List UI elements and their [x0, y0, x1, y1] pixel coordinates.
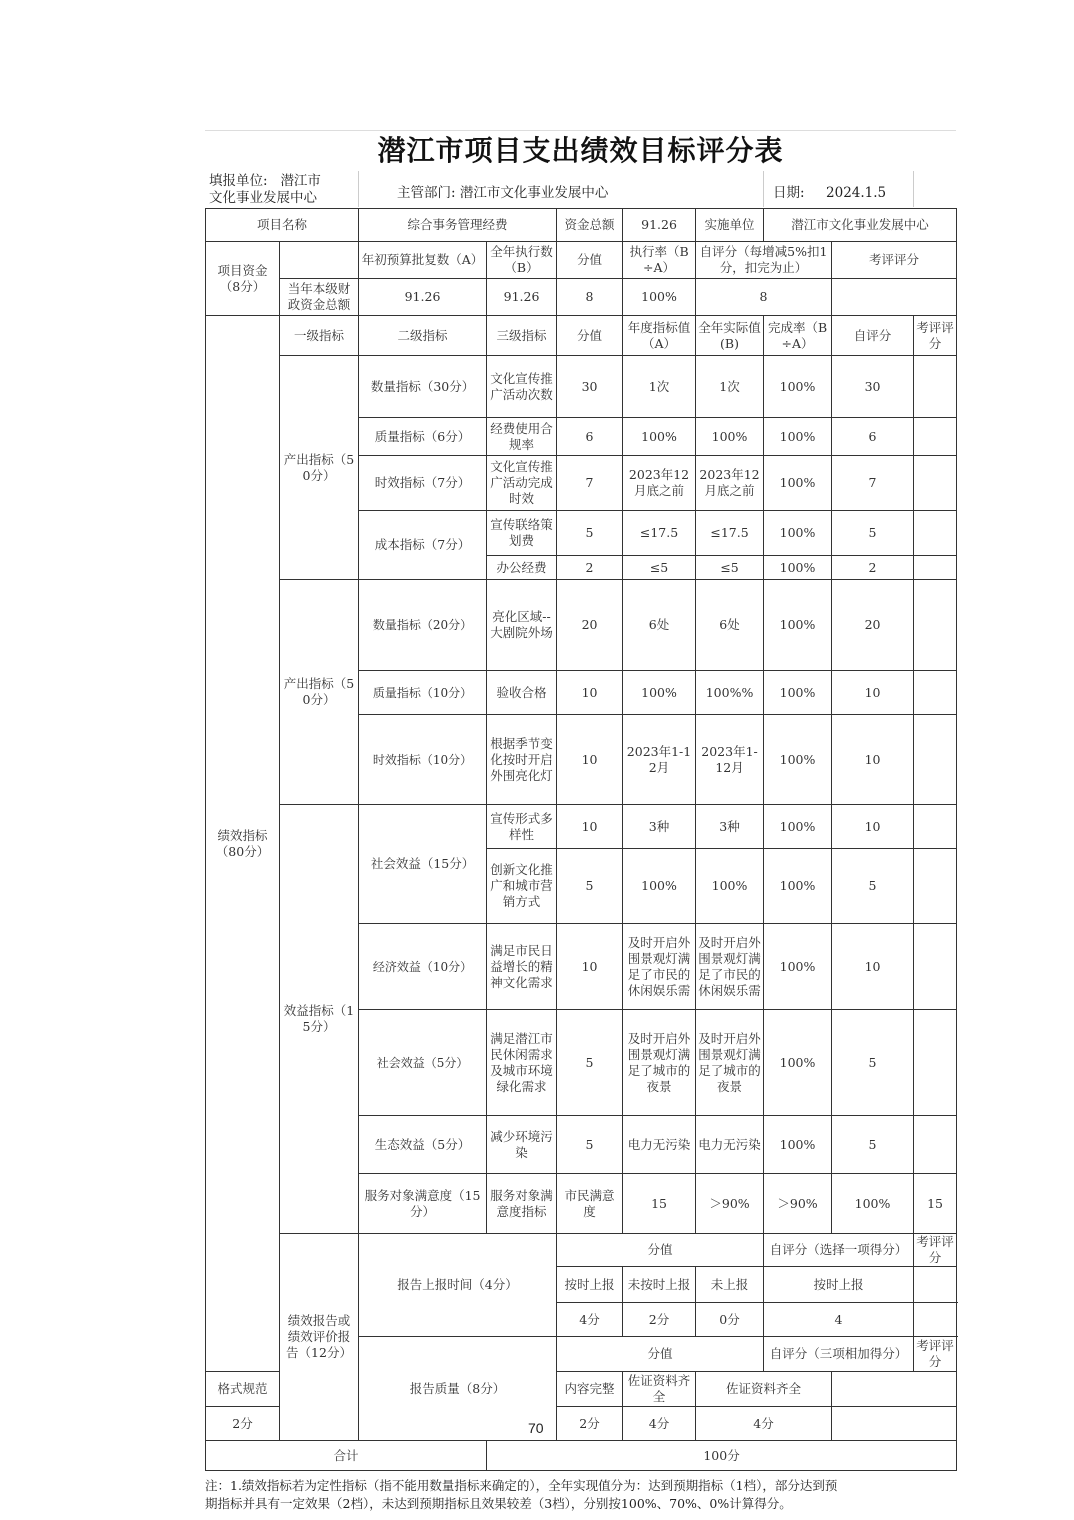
project-name-value: 综合事务管理经费 [359, 209, 557, 242]
review-cell [914, 1116, 957, 1174]
l3-cell: 宣传联络策划费 [487, 511, 557, 556]
funds-review [832, 279, 957, 316]
page-title: 潜江市项目支出绩效目标评分表 [205, 130, 956, 171]
self-cell: 5 [832, 849, 914, 924]
actual-cell: ≤5 [696, 556, 764, 580]
score-header: 分值 [557, 316, 623, 356]
table-row [206, 580, 957, 671]
funds-empty [280, 242, 359, 279]
report-opt-none: 未上报 [696, 1267, 764, 1303]
actual-cell: 1次 [696, 356, 764, 418]
actual-cell: 电力无污染 [696, 1116, 764, 1174]
score-cell: 5 [557, 849, 623, 924]
score-cell: 2 [557, 556, 623, 580]
target-cell: 100% [623, 671, 696, 715]
self-cell: 30 [832, 356, 914, 418]
target-header: 年度指标值（A） [623, 316, 696, 356]
score-cell: 5 [557, 511, 623, 556]
unit-value-2: 文化事业发展中心 [209, 190, 317, 206]
funds-header-row [206, 242, 957, 279]
footnote-line-2: 期指标并具有一定效果（2档），未达到预期指标且效果较差（3档），分别按100%、70%、0%计算得分。 [205, 1496, 792, 1511]
project-row [206, 209, 957, 242]
review-cell [914, 556, 957, 580]
review-cell [914, 418, 957, 456]
l2-qual-2: 质量指标（10分） [359, 671, 487, 715]
report-quality-self-label: 自评分（三项相加得分） [764, 1337, 914, 1372]
report-time-header-row [206, 1234, 957, 1267]
rate-cell: 100% [764, 805, 832, 849]
target-cell: ＞90% [696, 1174, 764, 1234]
review-cell [914, 924, 957, 1010]
report-time-review-2 [914, 1303, 957, 1337]
unit-field [209, 173, 321, 207]
rate-cell: 100% [764, 418, 832, 456]
l2-social-2: 社会效益（5分） [359, 1010, 487, 1116]
target-cell: 电力无污染 [623, 1116, 696, 1174]
report-q-format-score: 2分 [206, 1407, 280, 1441]
l3-cell: 验收合格 [487, 671, 557, 715]
target-cell: 2023年1-12月 [623, 715, 696, 805]
self-cell: 10 [832, 671, 914, 715]
target-cell: 100% [623, 418, 696, 456]
table-row [206, 805, 957, 849]
report-opt-late: 未按时上报 [623, 1267, 696, 1303]
report-quality-choice: 佐证资料齐全 [696, 1372, 832, 1407]
funds-review-header: 考评评分 [832, 242, 957, 279]
l3-cell: 市民满意度 [557, 1174, 623, 1234]
perf-header-row [206, 316, 957, 356]
score-cell: 5 [557, 1116, 623, 1174]
report-quality-review [832, 1372, 957, 1407]
target-cell: 2023年12月底之前 [623, 456, 696, 511]
l2-time-2: 时效指标（10分） [359, 715, 487, 805]
l3-cell: 办公经费 [487, 556, 557, 580]
footnote [205, 1477, 956, 1513]
l2-social-1: 社会效益（15分） [359, 805, 487, 924]
l2-econ: 经济效益（10分） [359, 924, 487, 1010]
report-time-label: 报告上报时间（4分） [359, 1234, 557, 1337]
l3-cell: 宣传形式多样性 [487, 805, 557, 849]
total-value: 100分 [487, 1441, 957, 1471]
report-opt-on-time-score: 4分 [557, 1303, 623, 1337]
l3-cell: 亮化区域--大剧院外场 [487, 580, 557, 671]
score-cell: 10 [557, 671, 623, 715]
score-cell: 15 [623, 1174, 696, 1234]
score-cell: 10 [557, 715, 623, 805]
report-q-content: 内容完整 [557, 1372, 623, 1407]
project-name-label: 项目名称 [206, 209, 359, 242]
date-field [773, 181, 886, 201]
report-quality-label: 报告质量（8分） [359, 1337, 557, 1441]
actual-cell: 及时开启外围景观灯满足了市民的休闲娱乐需 [696, 924, 764, 1010]
l3-cell: 文化宣传推广活动完成时效 [487, 456, 557, 511]
funds-self: 8 [696, 279, 832, 316]
self-cell: 15 [914, 1174, 957, 1234]
l2-time-1: 时效指标（7分） [359, 456, 487, 511]
review-cell [914, 849, 957, 924]
review-cell [914, 456, 957, 511]
unit-value-1: 潜江市 [280, 173, 321, 189]
actual-cell: 2023年1-12月 [696, 715, 764, 805]
impl-label: 实施单位 [696, 209, 764, 242]
report-q-content-score: 2分 [557, 1407, 623, 1441]
report-opt-on-time: 按时上报 [557, 1267, 623, 1303]
l3-cell: 满足潜江市民休闲需求及城市环境绿化需求 [487, 1010, 557, 1116]
funds-row-label: 当年本级财政资金总额 [280, 279, 359, 316]
report-q-evidence-score: 4分 [623, 1407, 696, 1441]
review-cell [914, 511, 957, 556]
self-cell: 5 [832, 1010, 914, 1116]
review-cell [914, 671, 957, 715]
target-cell: ≤17.5 [623, 511, 696, 556]
l2-cost-1: 成本指标（7分） [359, 511, 487, 580]
l3-header: 三级指标 [487, 316, 557, 356]
actual-cell: 100%% [696, 671, 764, 715]
actual-cell: 6处 [696, 580, 764, 671]
funds-label: 项目资金（8分） [206, 242, 280, 316]
funds-exec: 91.26 [487, 279, 557, 316]
l2-header: 二级指标 [359, 316, 487, 356]
funds-rate-header: 执行率（B÷A） [623, 242, 696, 279]
funds-budget-header: 年初预算批复数（A） [359, 242, 487, 279]
score-cell: 10 [557, 924, 623, 1010]
funds-rate: 100% [623, 279, 696, 316]
self-cell: 6 [832, 418, 914, 456]
target-cell: ≤5 [623, 556, 696, 580]
funds-budget: 91.26 [359, 279, 487, 316]
report-quality-score-label: 分值 [557, 1337, 764, 1372]
rate-cell: 100% [764, 1116, 832, 1174]
rate-cell: 100% [764, 1010, 832, 1116]
review-cell [914, 580, 957, 671]
self-header: 自评分 [832, 316, 914, 356]
actual-cell: 3种 [696, 805, 764, 849]
l1-header: 一级指标 [280, 316, 359, 356]
self-cell: 10 [832, 715, 914, 805]
target-cell: 100% [623, 849, 696, 924]
target-cell: 及时开启外围景观灯满足了市民的休闲娱乐需 [623, 924, 696, 1010]
report-quality-self: 4分 [696, 1407, 832, 1441]
total-label: 资金总额 [557, 209, 623, 242]
self-cell: 20 [832, 580, 914, 671]
rate-cell: 100% [764, 356, 832, 418]
review-cell [914, 715, 957, 805]
score-sheet [205, 130, 956, 1471]
score-cell: 7 [557, 456, 623, 511]
dept-field [397, 181, 608, 201]
target-cell: 及时开启外围景观灯满足了城市的夜景 [623, 1010, 696, 1116]
actual-cell: 100% [696, 849, 764, 924]
score-cell: 5 [557, 1010, 623, 1116]
report-quality-review-2 [832, 1407, 957, 1441]
l2-qual-1: 质量指标（6分） [359, 418, 487, 456]
review-cell [914, 805, 957, 849]
total-label: 合计 [206, 1441, 487, 1471]
rate-cell: 100% [764, 511, 832, 556]
review-cell [914, 1010, 957, 1116]
group-output-2: 产出指标（50分） [280, 580, 359, 805]
score-cell: 10 [557, 805, 623, 849]
page-number: 70 [528, 1420, 544, 1436]
funds-self-header: 自评分（每增减5%扣1分，扣完为止） [696, 242, 832, 279]
report-opt-late-score: 2分 [623, 1303, 696, 1337]
report-time-review-label: 考评评分 [914, 1234, 957, 1267]
rate-header: 完成率（B÷A） [764, 316, 832, 356]
group-output-1: 产出指标（50分） [280, 356, 359, 580]
l3-cell: 满足市民日益增长的精神文化需求 [487, 924, 557, 1010]
date-label: 日期: [773, 185, 805, 201]
l3-cell: 创新文化推广和城市营销方式 [487, 849, 557, 924]
l3-cell: 经费使用合规率 [487, 418, 557, 456]
report-time-score-label: 分值 [557, 1234, 764, 1267]
rate-cell: 100% [832, 1174, 914, 1234]
self-cell: 5 [832, 511, 914, 556]
report-q-format: 格式规范 [206, 1372, 280, 1407]
self-cell: 2 [832, 556, 914, 580]
funds-exec-header: 全年执行数（B） [487, 242, 557, 279]
impl-value: 潜江市文化事业发展中心 [764, 209, 957, 242]
l2-service: 服务对象满意度指标 [487, 1174, 557, 1234]
total-value: 91.26 [623, 209, 696, 242]
review-cell [914, 356, 957, 418]
l3-cell: 根据季节变化按时开启外围亮化灯 [487, 715, 557, 805]
group-benefit: 效益指标（15分） [280, 805, 359, 1234]
rate-cell: 100% [764, 456, 832, 511]
actual-cell: 及时开启外围景观灯满足了城市的夜景 [696, 1010, 764, 1116]
actual-cell: ＞90% [764, 1174, 832, 1234]
dept-label: 主管部门: [397, 185, 456, 201]
self-cell: 10 [832, 924, 914, 1010]
report-q-evidence: 佐证资料齐全 [623, 1372, 696, 1407]
l2-qty-2: 数量指标（20分） [359, 580, 487, 671]
report-label: 绩效报告或绩效评价报告（12分） [280, 1234, 359, 1441]
report-opt-none-score: 0分 [696, 1303, 764, 1337]
funds-value-row [206, 279, 957, 316]
self-cell: 7 [832, 456, 914, 511]
actual-cell: ≤17.5 [696, 511, 764, 556]
report-time-self-label: 自评分（选择一项得分） [764, 1234, 914, 1267]
report-time-self: 4 [764, 1303, 914, 1337]
score-cell: 20 [557, 580, 623, 671]
rate-cell: 100% [764, 924, 832, 1010]
rate-cell: 100% [764, 671, 832, 715]
l2-eco: 生态效益（5分） [359, 1116, 487, 1174]
l3-cell: 减少环境污染 [487, 1116, 557, 1174]
header-info [205, 171, 956, 208]
report-time-choice: 按时上报 [764, 1267, 914, 1303]
actual-header: 全年实际值(B) [696, 316, 764, 356]
report-quality-review-label: 考评评分 [914, 1337, 957, 1372]
funds-score: 8 [557, 279, 623, 316]
perf-group-label: 绩效指标（80分） [206, 316, 280, 1372]
actual-cell: 2023年12月底之前 [696, 456, 764, 511]
report-time-review [914, 1267, 957, 1303]
date-value: 2024.1.5 [826, 185, 887, 201]
score-cell: 30 [557, 356, 623, 418]
target-cell: 6处 [623, 580, 696, 671]
self-cell: 5 [832, 1116, 914, 1174]
rate-cell: 100% [764, 849, 832, 924]
dept-value: 潜江市文化事业发展中心 [459, 185, 609, 201]
l2-qty-1: 数量指标（30分） [359, 356, 487, 418]
rate-cell: 100% [764, 556, 832, 580]
score-cell: 6 [557, 418, 623, 456]
score-table [205, 208, 957, 1471]
actual-cell: 100% [696, 418, 764, 456]
group-service: 服务对象满意度（15分） [359, 1174, 487, 1234]
table-row [206, 356, 957, 418]
target-cell: 3种 [623, 805, 696, 849]
rate-cell: 100% [764, 580, 832, 671]
footnote-line-1: 注：1.绩效指标若为定性指标（指不能用数量指标来确定的），全年实现值分为：达到预期指标（1档），部分达到预 [205, 1478, 838, 1493]
review-header: 考评评分 [914, 316, 957, 356]
funds-score-header: 分值 [557, 242, 623, 279]
self-cell: 10 [832, 805, 914, 849]
rate-cell: 100% [764, 715, 832, 805]
l3-cell: 文化宣传推广活动次数 [487, 356, 557, 418]
total-row [206, 1441, 957, 1471]
target-cell: 1次 [623, 356, 696, 418]
unit-label: 填报单位: [209, 173, 268, 189]
